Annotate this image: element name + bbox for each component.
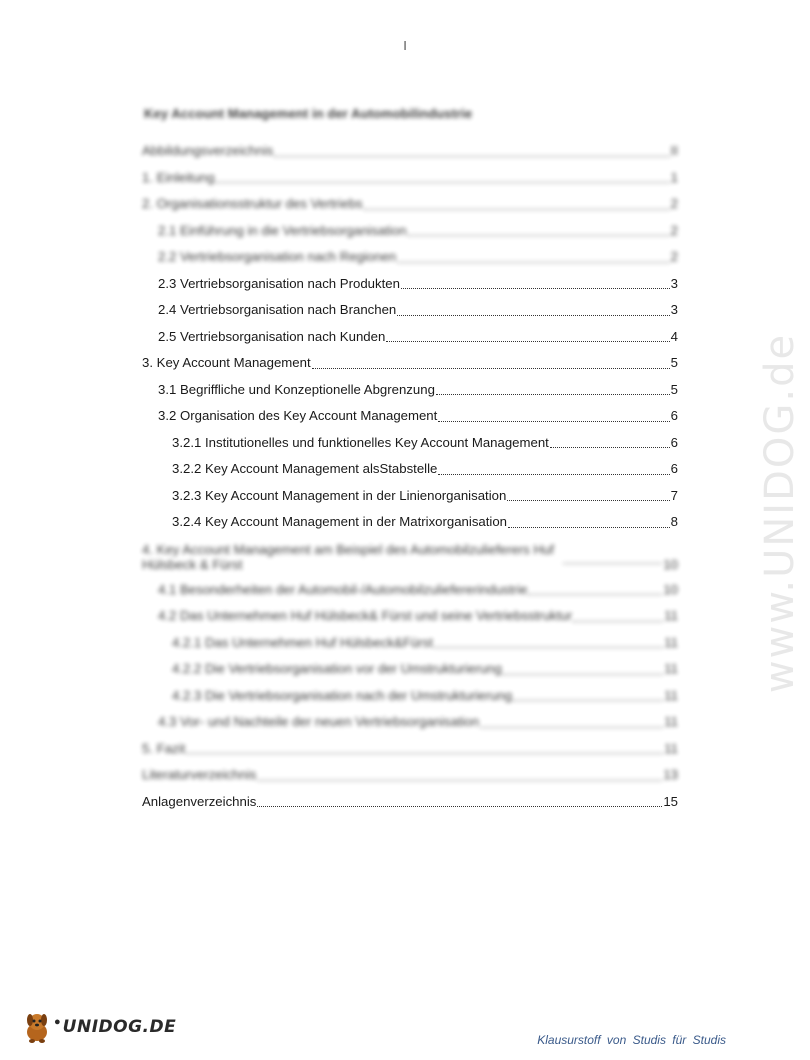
toc-entry[interactable] bbox=[142, 403, 678, 430]
toc-dot-leader bbox=[186, 753, 663, 754]
toc-dot-leader bbox=[573, 621, 663, 622]
toc-dot-leader bbox=[550, 447, 670, 448]
toc-entry-label: 4.2 Das Unternehmen Huf Hülsbeck& Fürst und seine Vertriebsstruktur bbox=[158, 608, 573, 623]
toc-dot-leader bbox=[508, 527, 670, 528]
toc-entry[interactable] bbox=[142, 762, 678, 789]
page-number: I bbox=[403, 38, 407, 53]
toc-entry-label: 2.3 Vertriebsorganisation nach Produkten bbox=[158, 275, 400, 291]
toc-entry[interactable] bbox=[142, 483, 678, 510]
toc-entry[interactable] bbox=[142, 218, 678, 245]
toc-entry-label: Abbildungsverzeichnis bbox=[142, 143, 274, 158]
toc-entry-label: 4.2.1 Das Unternehmen Huf Hülsbeck&Fürst bbox=[172, 634, 433, 650]
toc-entry[interactable] bbox=[142, 271, 678, 298]
toc-dot-leader bbox=[257, 806, 662, 807]
toc-entry-page: 3 bbox=[670, 275, 678, 291]
toc-entry-page: 11 bbox=[664, 687, 678, 703]
toc-entry[interactable] bbox=[142, 244, 678, 271]
footer-logo[interactable] bbox=[22, 1010, 176, 1044]
toc-entry-label: 2. Organisationsstruktur des Vertriebs bbox=[142, 196, 363, 211]
toc-entry-label: 1. Einleitung bbox=[142, 169, 215, 185]
toc-entry-page: 11 bbox=[664, 714, 678, 729]
toc-entry[interactable] bbox=[142, 536, 678, 577]
toc-entry-page: 6 bbox=[670, 461, 678, 476]
toc-dot-leader bbox=[503, 674, 663, 675]
toc-entry-label: 3. Key Account Management bbox=[142, 355, 311, 370]
toc-entry-page: 13 bbox=[663, 767, 678, 782]
toc-entry[interactable] bbox=[142, 377, 678, 404]
toc-entry-page: 1 bbox=[670, 169, 678, 185]
toc-entry-page: 5 bbox=[670, 355, 678, 370]
toc-entry-label: 4.3 Vor- und Nachteile der neuen Vertriebsorganisation bbox=[158, 714, 480, 729]
table-of-contents bbox=[142, 138, 678, 815]
toc-dot-leader bbox=[563, 563, 662, 564]
toc-dot-leader bbox=[397, 315, 669, 316]
toc-entry-page: 2 bbox=[670, 196, 678, 211]
toc-entry[interactable] bbox=[142, 191, 678, 218]
toc-entry[interactable] bbox=[142, 324, 678, 351]
toc-entry[interactable] bbox=[142, 509, 678, 536]
toc-entry-label: 3.2.2 Key Account Management alsStabstelle bbox=[172, 461, 438, 476]
toc-entry-page: 4 bbox=[670, 328, 678, 344]
toc-entry-label: 4. Key Account Management am Beispiel des Automobilzulieferers Huf Hülsbeck & Fürst bbox=[142, 541, 554, 572]
toc-dot-leader bbox=[528, 594, 662, 595]
toc-dot-leader bbox=[216, 182, 670, 183]
logo-text: UNIDOG.DE bbox=[62, 1017, 177, 1037]
toc-entry[interactable] bbox=[142, 165, 678, 192]
toc-entry-page: 11 bbox=[664, 661, 678, 676]
toc-entry[interactable] bbox=[142, 736, 678, 763]
toc-dot-leader bbox=[436, 394, 670, 395]
toc-dot-leader bbox=[408, 235, 670, 236]
toc-dot-leader bbox=[257, 780, 662, 781]
toc-entry-page: 11 bbox=[664, 740, 678, 756]
toc-entry-label: 3.1 Begriffliche und Konzeptionelle Abgrenzung bbox=[158, 381, 435, 397]
toc-entry-label: 3.2 Organisation des Key Account Management bbox=[158, 408, 438, 423]
toc-entry-label: 4.2.3 Die Vertriebsorganisation nach der Umstrukturierung bbox=[172, 687, 513, 703]
toc-entry-page: 7 bbox=[670, 487, 678, 503]
toc-entry-label: 2.1 Einführung in die Vertriebsorganisation bbox=[158, 222, 407, 238]
toc-entry-page: 5 bbox=[670, 381, 678, 397]
toc-entry-label: 4.2.2 Die Vertriebsorganisation vor der Umstrukturierung bbox=[172, 661, 502, 676]
toc-entry[interactable] bbox=[142, 138, 678, 165]
toc-entry-page: II bbox=[670, 143, 678, 158]
toc-entry-label: 5. Fazit bbox=[142, 740, 186, 756]
toc-entry-page: 2 bbox=[670, 249, 678, 264]
toc-entry-label: Anlagenverzeichnis bbox=[142, 793, 257, 809]
paw-icon: ● bbox=[54, 1016, 61, 1028]
toc-entry[interactable] bbox=[142, 350, 678, 377]
toc-entry[interactable] bbox=[142, 297, 678, 324]
toc-entry-page: 2 bbox=[670, 222, 678, 238]
toc-dot-leader bbox=[480, 727, 663, 728]
document-title: Key Account Management in der Automobilindustrie bbox=[144, 106, 473, 121]
toc-entry-page: 11 bbox=[664, 634, 678, 650]
toc-entry-page: 8 bbox=[670, 514, 678, 529]
toc-entry-label: 3.2.3 Key Account Management in der Linienorganisation bbox=[172, 487, 507, 503]
toc-entry-label: 2.4 Vertriebsorganisation nach Branchen bbox=[158, 302, 397, 317]
toc-entry[interactable] bbox=[142, 456, 678, 483]
toc-entry[interactable] bbox=[142, 603, 678, 630]
toc-entry-label: 3.2.1 Institutionelles und funktionelles Key Account Management bbox=[172, 434, 549, 450]
toc-entry-label: 3.2.4 Key Account Management in der Matrixorganisation bbox=[172, 514, 508, 529]
toc-entry[interactable] bbox=[142, 789, 678, 816]
toc-dot-leader bbox=[507, 500, 669, 501]
toc-entry[interactable] bbox=[142, 683, 678, 710]
toc-dot-leader bbox=[397, 262, 669, 263]
toc-entry[interactable] bbox=[142, 577, 678, 604]
toc-entry[interactable] bbox=[142, 630, 678, 657]
toc-entry-label: 4.1 Besonderheiten der Automobil-/Automobilzuliefererindustrie bbox=[158, 581, 528, 597]
toc-entry-page: 11 bbox=[664, 608, 678, 623]
toc-dot-leader bbox=[513, 700, 663, 701]
dog-mascot-icon bbox=[22, 1010, 52, 1044]
toc-entry-label: 2.5 Vertriebsorganisation nach Kunden bbox=[158, 328, 386, 344]
toc-entry[interactable] bbox=[142, 430, 678, 457]
toc-dot-leader bbox=[364, 209, 670, 210]
toc-dot-leader bbox=[312, 368, 670, 369]
toc-entry-page: 15 bbox=[663, 793, 678, 809]
toc-entry-page: 6 bbox=[670, 434, 678, 450]
toc-dot-leader bbox=[438, 474, 669, 475]
toc-dot-leader bbox=[438, 421, 669, 422]
toc-dot-leader bbox=[401, 288, 670, 289]
toc-entry-page: 6 bbox=[670, 408, 678, 423]
toc-entry[interactable] bbox=[142, 656, 678, 683]
watermark: www.UNIDOG.de bbox=[757, 332, 804, 694]
toc-dot-leader bbox=[434, 647, 663, 648]
toc-entry-page: 10 bbox=[663, 556, 678, 572]
footer-tagline: Klausurstoff von Studis für Studis bbox=[537, 1033, 726, 1047]
toc-dot-leader bbox=[386, 341, 669, 342]
toc-entry-page: 10 bbox=[663, 581, 678, 597]
toc-dot-leader bbox=[274, 156, 669, 157]
toc-entry[interactable] bbox=[142, 709, 678, 736]
toc-entry-label: 2.2 Vertriebsorganisation nach Regionen bbox=[158, 249, 397, 264]
toc-entry-page: 3 bbox=[670, 302, 678, 317]
toc-entry-label: Literaturverzeichnis bbox=[142, 767, 257, 782]
